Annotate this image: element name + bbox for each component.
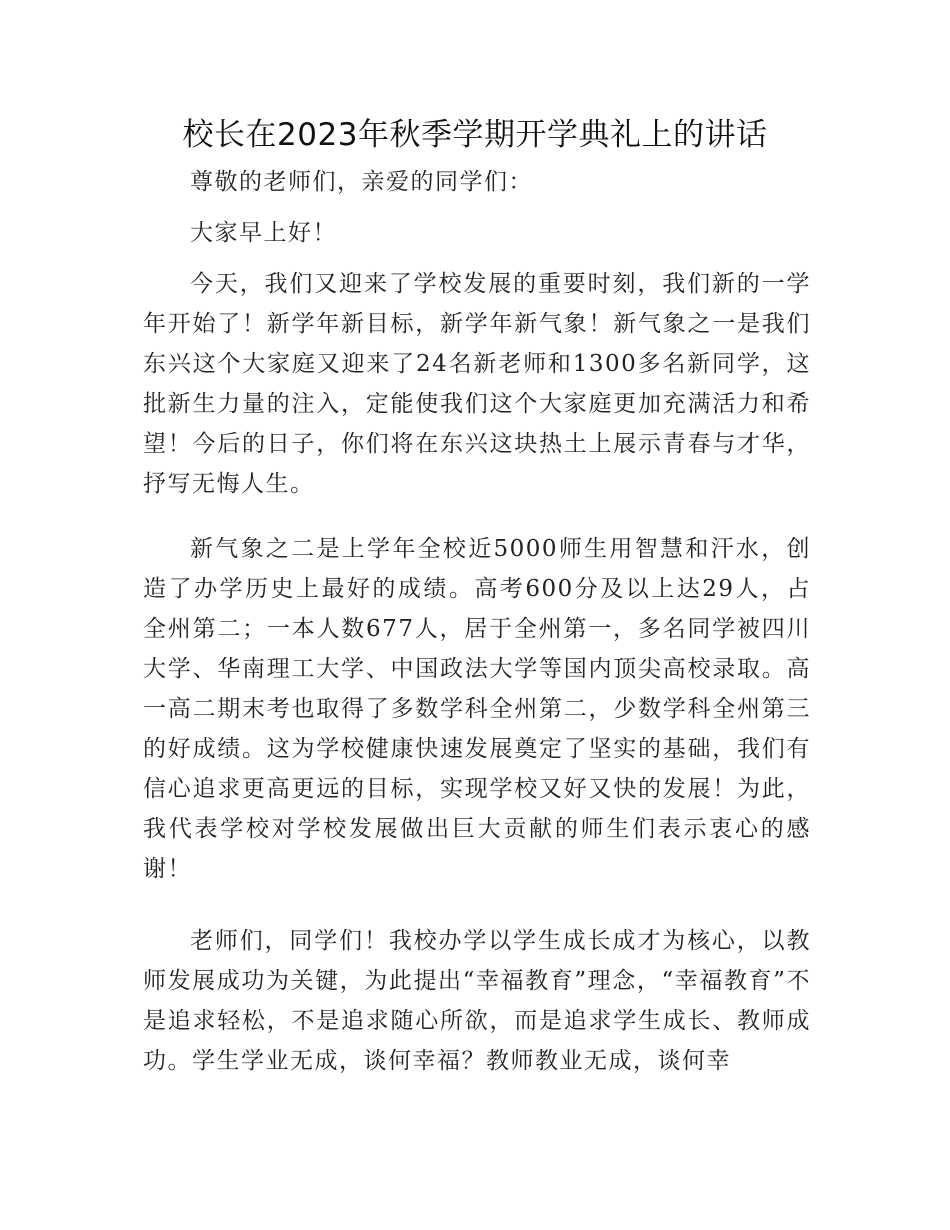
body-paragraph: 老师们，同学们！我校办学以学生成长成才为核心，以教师发展成功为关键，为此提出“幸福教育”理念，“幸福教育”不是追求轻松，不是追求随心所欲，而是追求学生成长、教师成功。学生学业无成，谈何幸福？教师教业无成，谈何幸 (143, 928, 811, 1074)
greeting: 大家早上好！ (190, 220, 337, 246)
body-paragraph: 今天，我们又迎来了学校发展的重要时刻，我们新的一学年开始了！新学年新目标，新学年新气象！新气象之一是我们东兴这个大家庭又迎来了24名新老师和1300多名新同学，这批新生力量的注入，定能使我们这个大家庭更加充满活力和希望！今后的日子，你们将在东兴这块热土上展示青春与才华，抒写无悔人生。 (143, 271, 811, 497)
document-title: 校长在2023年秋季学期开学典礼上的讲话 (182, 117, 768, 153)
body-paragraph: 新气象之二是上学年全校近5000师生用智慧和汗水，创造了办学历史上最好的成绩。高考600分及以上达29人，占全州第二；一本人数677人，居于全州第一，多名同学被四川大学、华南理工大学、中国政法大学等国内顶尖高校录取。高一高二期末考也取得了多数学科全州第二，少数学科全州第三的好成绩。这为学校健康快速发展奠定了坚实的基础，我们有信心追求更高更远的目标，实现学校又好又快的发展！为此，我代表学校对学校发展做出巨大贡献的师生们表示衷心的感谢！ (143, 536, 811, 882)
salutation: 尊敬的老师们，亲爱的同学们： (190, 169, 533, 195)
